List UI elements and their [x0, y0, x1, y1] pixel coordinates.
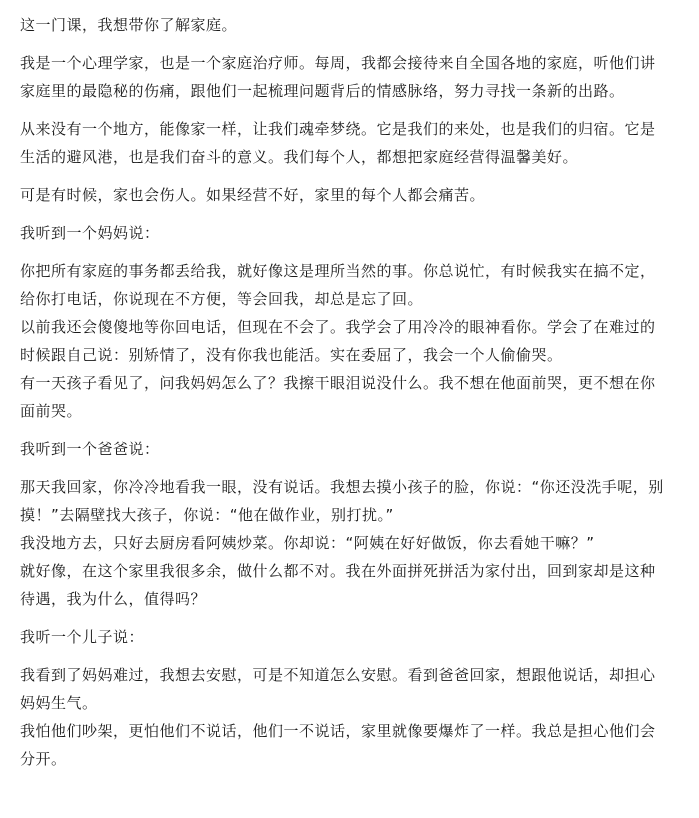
document-body	[20, 11, 682, 783]
paragraph-father-quote	[20, 473, 682, 613]
text-line: 那天我回家，你冷冷地看我一眼，没有说话。我想去摸小孩子的脸，你说：“你还没洗手呢，别	[20, 478, 664, 496]
paragraph-mother-heading	[20, 219, 682, 247]
paragraph-about-author	[20, 49, 682, 105]
text-line: 我没地方去，只好去厨房看阿姨炒菜。你却说：“阿姨在好好做饭，你去看她干嘛？”	[20, 534, 595, 552]
text-line: 我听到一个爸爸说：	[20, 440, 160, 458]
text-line: 面前哭。	[20, 402, 83, 420]
text-line: 可是有时候，家也会伤人。如果经营不好，家里的每个人都会痛苦。	[20, 186, 486, 204]
text-line: 时候跟自己说：别矫情了，没有你我也能活。实在委屈了，我会一个人偷偷哭。	[20, 346, 563, 364]
text-line: 就好像，在这个家里我很多余，做什么都不对。我在外面拼死拼活为家付出，回到家却是这种	[20, 562, 656, 580]
text-line: 妈妈生气。	[20, 694, 98, 712]
text-line: 我听一个儿子说：	[20, 628, 145, 646]
text-line: 待遇，我为什么，值得吗？	[20, 590, 207, 608]
text-line: 我看到了妈妈难过，我想去安慰，可是不知道怎么安慰。看到爸爸回家，想跟他说话，却担心	[20, 666, 656, 684]
text-line: 我怕他们吵架，更怕他们不说话，他们一不说话，家里就像要爆炸了一样。我总是担心他们会	[20, 722, 656, 740]
text-line: 从来没有一个地方，能像家一样，让我们魂牵梦绕。它是我们的来处，也是我们的归宿。它是	[20, 120, 656, 138]
text-line: 生活的避风港，也是我们奋斗的意义。我们每个人，都想把家庭经营得温馨美好。	[20, 148, 579, 166]
paragraph-home-meaning	[20, 115, 682, 171]
text-line: 分开。	[20, 750, 67, 768]
text-line: 我听到一个妈妈说：	[20, 224, 160, 242]
text-line: 摸！”去隔壁找大孩子，你说：“他在做作业，别打扰。”	[20, 506, 394, 524]
text-line: 家庭里的最隐秘的伤痛，跟他们一起梳理问题背后的情感脉络，努力寻找一条新的出路。	[20, 82, 625, 100]
text-line: 给你打电话，你说现在不方便，等会回我，却总是忘了回。	[20, 290, 424, 308]
paragraph-son-quote	[20, 661, 682, 773]
text-line: 以前我还会傻傻地等你回电话，但现在不会了。我学会了用冷冷的眼神看你。学会了在难过的	[20, 318, 656, 336]
paragraph-intro	[20, 11, 682, 39]
text-line: 有一天孩子看见了，问我妈妈怎么了？我擦干眼泪说没什么。我不想在他面前哭，更不想在你	[20, 374, 656, 392]
text-line: 这一门课，我想带你了解家庭。	[20, 16, 238, 34]
paragraph-son-heading	[20, 623, 682, 651]
paragraph-father-heading	[20, 435, 682, 463]
paragraph-mother-quote	[20, 257, 682, 425]
text-line: 你把所有家庭的事务都丢给我，就好像这是理所当然的事。你总说忙，有时候我实在搞不定，	[20, 262, 656, 280]
text-line: 我是一个心理学家，也是一个家庭治疗师。每周，我都会接待来自全国各地的家庭，听他们讲	[20, 54, 656, 72]
paragraph-home-hurts	[20, 181, 682, 209]
